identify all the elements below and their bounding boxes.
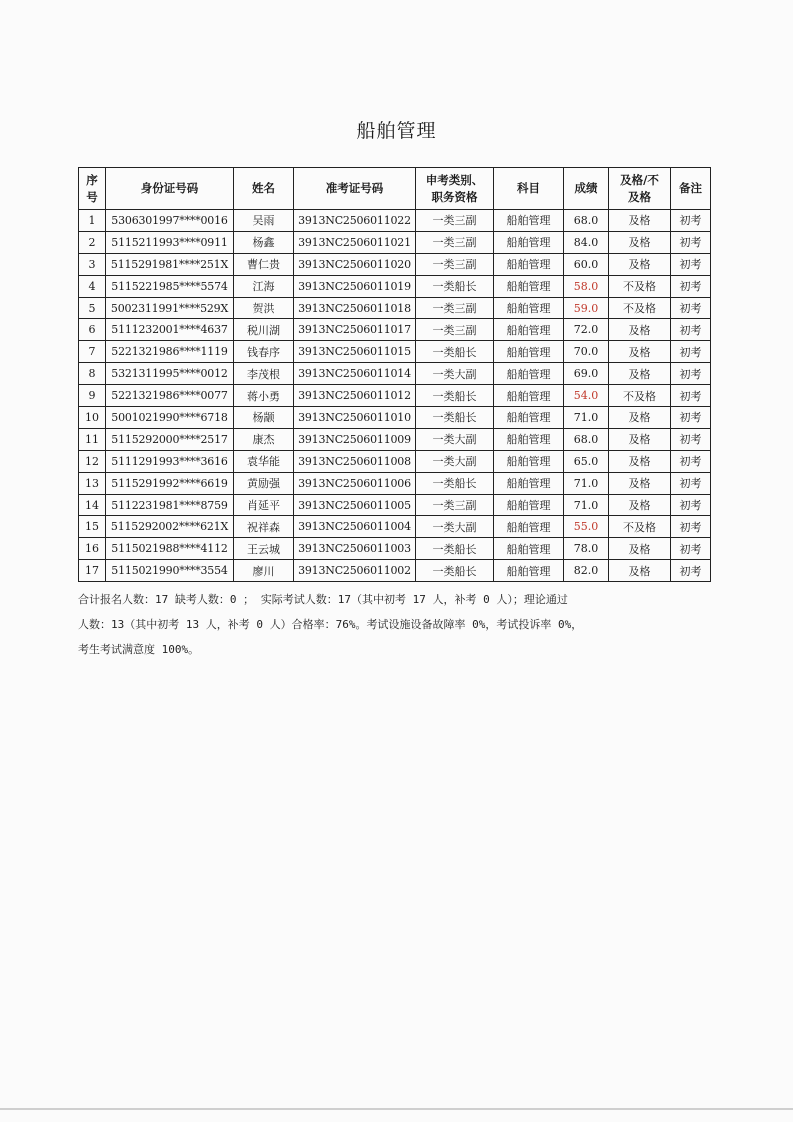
cell-category: 一类三副	[416, 253, 494, 275]
cell-pass: 不及格	[609, 297, 671, 319]
cell-id: 5115291981****251X	[106, 253, 234, 275]
cell-seq: 5	[79, 297, 106, 319]
cell-id: 5221321986****1119	[106, 341, 234, 363]
cell-subject: 船舶管理	[494, 472, 564, 494]
cell-category: 一类船长	[416, 560, 494, 582]
header-category: 申考类别、 职务资格	[416, 168, 494, 210]
table-row	[79, 275, 711, 297]
header-seq: 序 号	[79, 168, 106, 210]
cell-score: 69.0	[564, 363, 609, 385]
cell-exam-no: 3913NC2506011018	[294, 297, 416, 319]
cell-pass: 及格	[609, 231, 671, 253]
header-score: 成绩	[564, 168, 609, 210]
cell-category: 一类船长	[416, 341, 494, 363]
cell-category: 一类三副	[416, 297, 494, 319]
cell-name: 杨颛	[234, 407, 294, 429]
cell-exam-no: 3913NC2506011014	[294, 363, 416, 385]
cell-category: 一类三副	[416, 319, 494, 341]
cell-id: 5115291992****6619	[106, 472, 234, 494]
table-row	[79, 450, 711, 472]
cell-pass: 及格	[609, 210, 671, 232]
header-note: 备注	[671, 168, 711, 210]
cell-pass: 及格	[609, 341, 671, 363]
cell-subject: 船舶管理	[494, 516, 564, 538]
cell-pass: 不及格	[609, 385, 671, 407]
cell-score: 84.0	[564, 231, 609, 253]
cell-name: 黄励强	[234, 472, 294, 494]
cell-pass: 及格	[609, 363, 671, 385]
cell-exam-no: 3913NC2506011002	[294, 560, 416, 582]
cell-exam-no: 3913NC2506011005	[294, 494, 416, 516]
cell-exam-no: 3913NC2506011006	[294, 472, 416, 494]
table-row	[79, 516, 711, 538]
cell-category: 一类大副	[416, 450, 494, 472]
cell-pass: 及格	[609, 450, 671, 472]
cell-note: 初考	[671, 450, 711, 472]
table-row	[79, 407, 711, 429]
cell-id: 5112231981****8759	[106, 494, 234, 516]
cell-pass: 及格	[609, 253, 671, 275]
cell-name: 江海	[234, 275, 294, 297]
cell-exam-no: 3913NC2506011022	[294, 210, 416, 232]
cell-seq: 7	[79, 341, 106, 363]
cell-note: 初考	[671, 363, 711, 385]
cell-id: 5321311995****0012	[106, 363, 234, 385]
cell-pass: 及格	[609, 319, 671, 341]
table-row	[79, 319, 711, 341]
cell-seq: 15	[79, 516, 106, 538]
cell-score: 68.0	[564, 428, 609, 450]
results-table	[78, 167, 711, 582]
cell-category: 一类三副	[416, 494, 494, 516]
cell-exam-no: 3913NC2506011012	[294, 385, 416, 407]
cell-pass: 及格	[609, 407, 671, 429]
cell-pass: 不及格	[609, 275, 671, 297]
cell-category: 一类船长	[416, 275, 494, 297]
cell-note: 初考	[671, 231, 711, 253]
header-exam-no: 准考证号码	[294, 168, 416, 210]
cell-subject: 船舶管理	[494, 407, 564, 429]
summary-line: 合计报名人数：17 缺考人数：0 ； 实际考试人数：17（其中初考 17 人，补考 0 人）；理论通过	[78, 593, 568, 606]
header-id: 身份证号码	[106, 168, 234, 210]
table-row	[79, 385, 711, 407]
cell-exam-no: 3913NC2506011017	[294, 319, 416, 341]
cell-name: 王云城	[234, 538, 294, 560]
cell-id: 5115292000****2517	[106, 428, 234, 450]
cell-seq: 17	[79, 560, 106, 582]
cell-score: 58.0	[564, 275, 609, 297]
cell-subject: 船舶管理	[494, 450, 564, 472]
cell-name: 康杰	[234, 428, 294, 450]
cell-id: 5115292002****621X	[106, 516, 234, 538]
cell-id: 5306301997****0016	[106, 210, 234, 232]
cell-exam-no: 3913NC2506011015	[294, 341, 416, 363]
cell-seq: 2	[79, 231, 106, 253]
cell-id: 5221321986****0077	[106, 385, 234, 407]
table-row	[79, 538, 711, 560]
table-row	[79, 341, 711, 363]
cell-seq: 9	[79, 385, 106, 407]
cell-score: 68.0	[564, 210, 609, 232]
cell-subject: 船舶管理	[494, 494, 564, 516]
cell-note: 初考	[671, 210, 711, 232]
cell-subject: 船舶管理	[494, 275, 564, 297]
page-title: 船舶管理	[356, 120, 437, 142]
cell-pass: 及格	[609, 538, 671, 560]
cell-exam-no: 3913NC2506011019	[294, 275, 416, 297]
cell-pass: 不及格	[609, 516, 671, 538]
summary	[78, 587, 710, 662]
cell-note: 初考	[671, 407, 711, 429]
cell-score: 55.0	[564, 516, 609, 538]
cell-subject: 船舶管理	[494, 253, 564, 275]
cell-category: 一类船长	[416, 407, 494, 429]
cell-seq: 4	[79, 275, 106, 297]
cell-category: 一类大副	[416, 363, 494, 385]
cell-category: 一类三副	[416, 210, 494, 232]
cell-id: 5115211993****0911	[106, 231, 234, 253]
cell-seq: 6	[79, 319, 106, 341]
cell-note: 初考	[671, 560, 711, 582]
cell-exam-no: 3913NC2506011008	[294, 450, 416, 472]
cell-pass: 及格	[609, 428, 671, 450]
cell-pass: 及格	[609, 472, 671, 494]
cell-score: 72.0	[564, 319, 609, 341]
cell-id: 5111291993****3616	[106, 450, 234, 472]
cell-exam-no: 3913NC2506011010	[294, 407, 416, 429]
cell-exam-no: 3913NC2506011003	[294, 538, 416, 560]
cell-id: 5115221985****5574	[106, 275, 234, 297]
cell-seq: 11	[79, 428, 106, 450]
table-row	[79, 231, 711, 253]
header-subject: 科目	[494, 168, 564, 210]
cell-name: 肖延平	[234, 494, 294, 516]
cell-name: 蒋小勇	[234, 385, 294, 407]
cell-name: 李茂根	[234, 363, 294, 385]
cell-score: 70.0	[564, 341, 609, 363]
cell-name: 袁华能	[234, 450, 294, 472]
header-pass: 及格/不 及格	[609, 168, 671, 210]
table-row	[79, 560, 711, 582]
cell-score: 60.0	[564, 253, 609, 275]
cell-exam-no: 3913NC2506011021	[294, 231, 416, 253]
cell-name: 祝祥森	[234, 516, 294, 538]
cell-category: 一类船长	[416, 385, 494, 407]
cell-category: 一类三副	[416, 231, 494, 253]
cell-exam-no: 3913NC2506011004	[294, 516, 416, 538]
cell-seq: 16	[79, 538, 106, 560]
cell-seq: 13	[79, 472, 106, 494]
summary-line: 人数：13（其中初考 13 人，补考 0 人）合格率：76%。考试设施设备故障率 0%，考试投诉率 0%，	[78, 618, 583, 631]
cell-id: 5115021990****3554	[106, 560, 234, 582]
cell-seq: 3	[79, 253, 106, 275]
cell-category: 一类大副	[416, 516, 494, 538]
cell-note: 初考	[671, 341, 711, 363]
cell-score: 78.0	[564, 538, 609, 560]
header-name: 姓名	[234, 168, 294, 210]
page-edge-line	[0, 1108, 793, 1110]
cell-score: 82.0	[564, 560, 609, 582]
cell-note: 初考	[671, 253, 711, 275]
cell-category: 一类船长	[416, 472, 494, 494]
cell-subject: 船舶管理	[494, 297, 564, 319]
cell-subject: 船舶管理	[494, 341, 564, 363]
cell-name: 贺洪	[234, 297, 294, 319]
cell-score: 54.0	[564, 385, 609, 407]
cell-seq: 14	[79, 494, 106, 516]
cell-pass: 及格	[609, 494, 671, 516]
cell-id: 5111232001****4637	[106, 319, 234, 341]
cell-name: 廖川	[234, 560, 294, 582]
cell-id: 5001021990****6718	[106, 407, 234, 429]
cell-name: 税川湖	[234, 319, 294, 341]
table-row	[79, 297, 711, 319]
cell-category: 一类船长	[416, 538, 494, 560]
cell-category: 一类大副	[416, 428, 494, 450]
cell-seq: 10	[79, 407, 106, 429]
cell-id: 5115021988****4112	[106, 538, 234, 560]
cell-name: 曹仁贵	[234, 253, 294, 275]
cell-exam-no: 3913NC2506011009	[294, 428, 416, 450]
cell-note: 初考	[671, 275, 711, 297]
summary-line: 考生考试满意度 100%。	[78, 643, 200, 656]
cell-note: 初考	[671, 472, 711, 494]
cell-subject: 船舶管理	[494, 560, 564, 582]
cell-note: 初考	[671, 319, 711, 341]
cell-name: 杨鑫	[234, 231, 294, 253]
cell-subject: 船舶管理	[494, 538, 564, 560]
cell-name: 钱春序	[234, 341, 294, 363]
table-row	[79, 428, 711, 450]
cell-score: 71.0	[564, 407, 609, 429]
cell-note: 初考	[671, 385, 711, 407]
cell-subject: 船舶管理	[494, 385, 564, 407]
table-row	[79, 253, 711, 275]
cell-name: 吴雨	[234, 210, 294, 232]
cell-score: 71.0	[564, 494, 609, 516]
cell-subject: 船舶管理	[494, 231, 564, 253]
cell-subject: 船舶管理	[494, 319, 564, 341]
table-header-row	[79, 168, 711, 210]
cell-id: 5002311991****529X	[106, 297, 234, 319]
table-row	[79, 210, 711, 232]
table-row	[79, 472, 711, 494]
table-row	[79, 363, 711, 385]
cell-note: 初考	[671, 428, 711, 450]
cell-note: 初考	[671, 494, 711, 516]
cell-exam-no: 3913NC2506011020	[294, 253, 416, 275]
cell-note: 初考	[671, 516, 711, 538]
cell-pass: 及格	[609, 560, 671, 582]
cell-subject: 船舶管理	[494, 363, 564, 385]
cell-subject: 船舶管理	[494, 428, 564, 450]
cell-seq: 8	[79, 363, 106, 385]
cell-subject: 船舶管理	[494, 210, 564, 232]
cell-note: 初考	[671, 538, 711, 560]
cell-seq: 12	[79, 450, 106, 472]
cell-score: 71.0	[564, 472, 609, 494]
cell-note: 初考	[671, 297, 711, 319]
cell-seq: 1	[79, 210, 106, 232]
cell-score: 65.0	[564, 450, 609, 472]
table-row	[79, 494, 711, 516]
cell-score: 59.0	[564, 297, 609, 319]
